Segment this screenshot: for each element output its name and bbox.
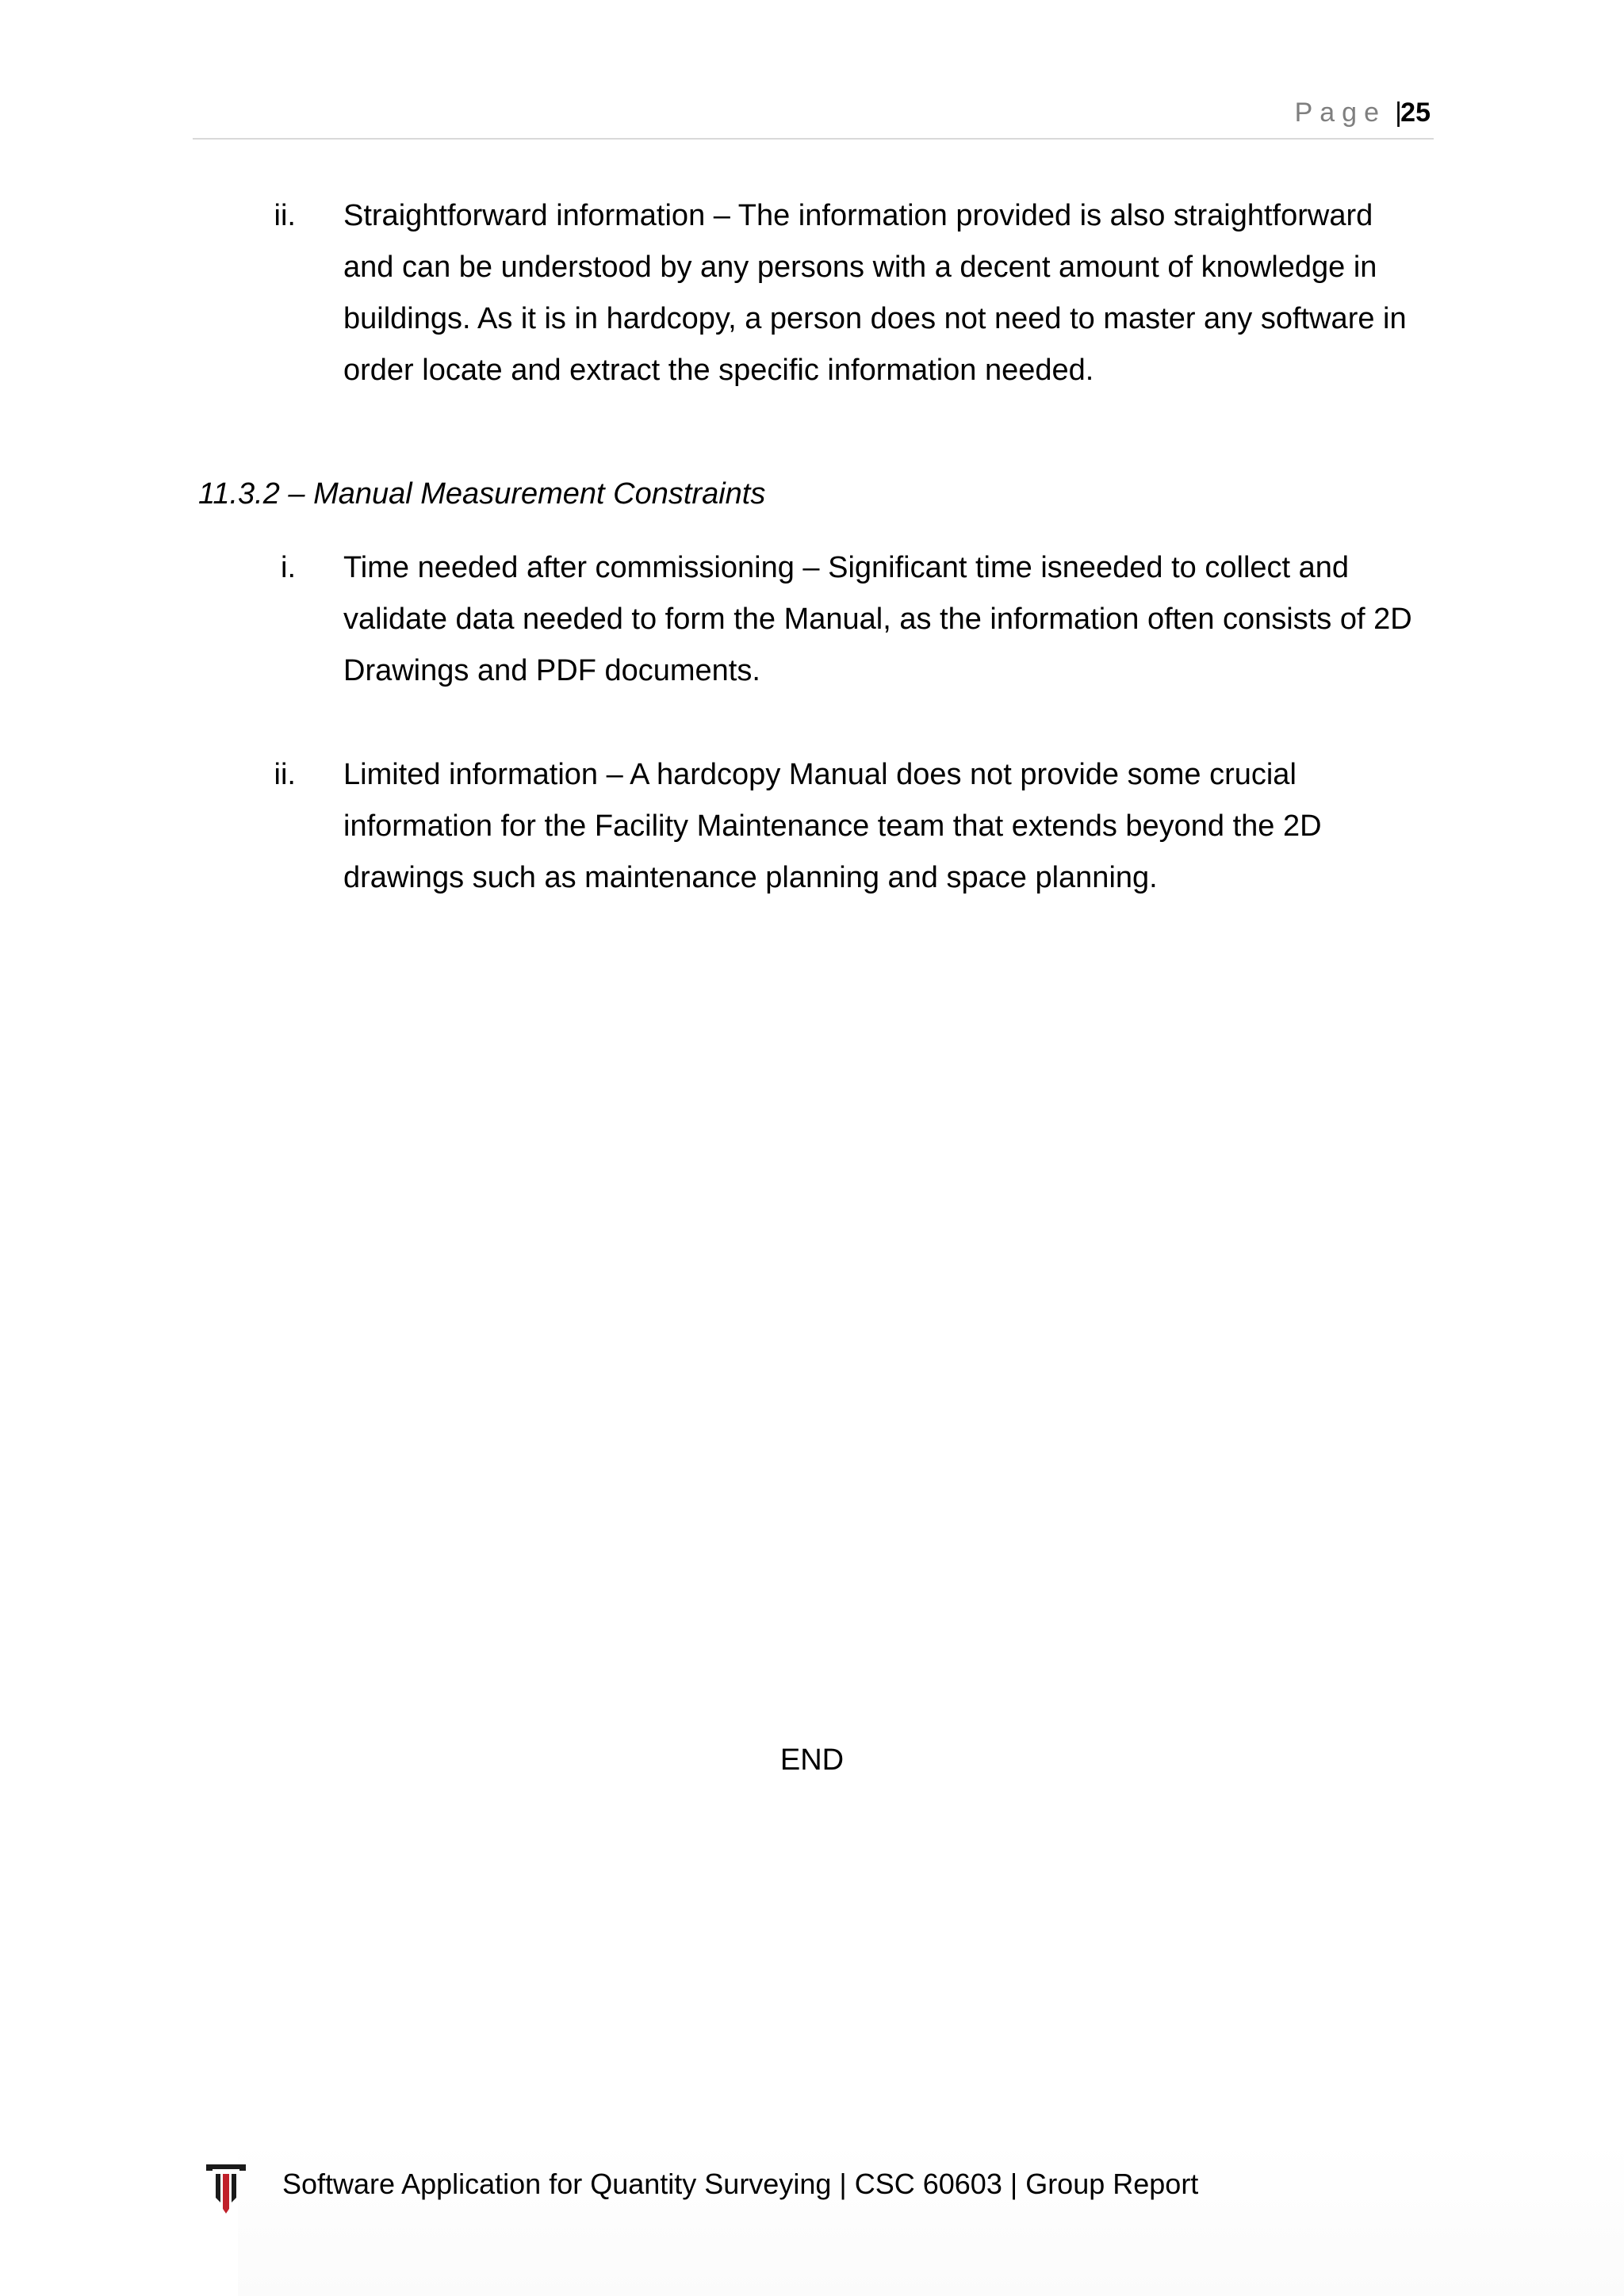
list-marker: ii. [274, 199, 296, 232]
page-separator: | [1395, 98, 1402, 128]
end-marker-text: END [779, 1743, 845, 1777]
page-label: Page [1294, 98, 1386, 128]
list-item-text: Time needed after commissioning – Significant time isneeded to collect and validate data needed to form the Manual, as the information often consists of 2D Drawings and PDF documents. [343, 551, 1412, 687]
list-marker: i. [281, 551, 296, 584]
footer-text: Software Application for Quantity Surveying | CSC 60603 | Group Report [282, 2168, 1199, 2200]
list-marker: ii. [274, 758, 296, 791]
list-item-text: Straightforward information – The information provided is also straightforward and can be understood by any persons with a decent amount of knowledge in buildings. As it is in hardcopy, a person does not need to master any software in order locate and extract the specific information needed. [343, 199, 1407, 387]
section-heading: 11.3.2 – Manual Measurement Constraints [198, 477, 766, 511]
list-item-text: Limited information – A hardcopy Manual does not provide some crucial information for the Facility Maintenance team that extends beyond the 2D drawings such as maintenance planning and space planning. [343, 758, 1322, 894]
page-header [193, 94, 1434, 140]
university-logo-icon [205, 2161, 247, 2215]
page-number: 25 [1400, 98, 1431, 128]
